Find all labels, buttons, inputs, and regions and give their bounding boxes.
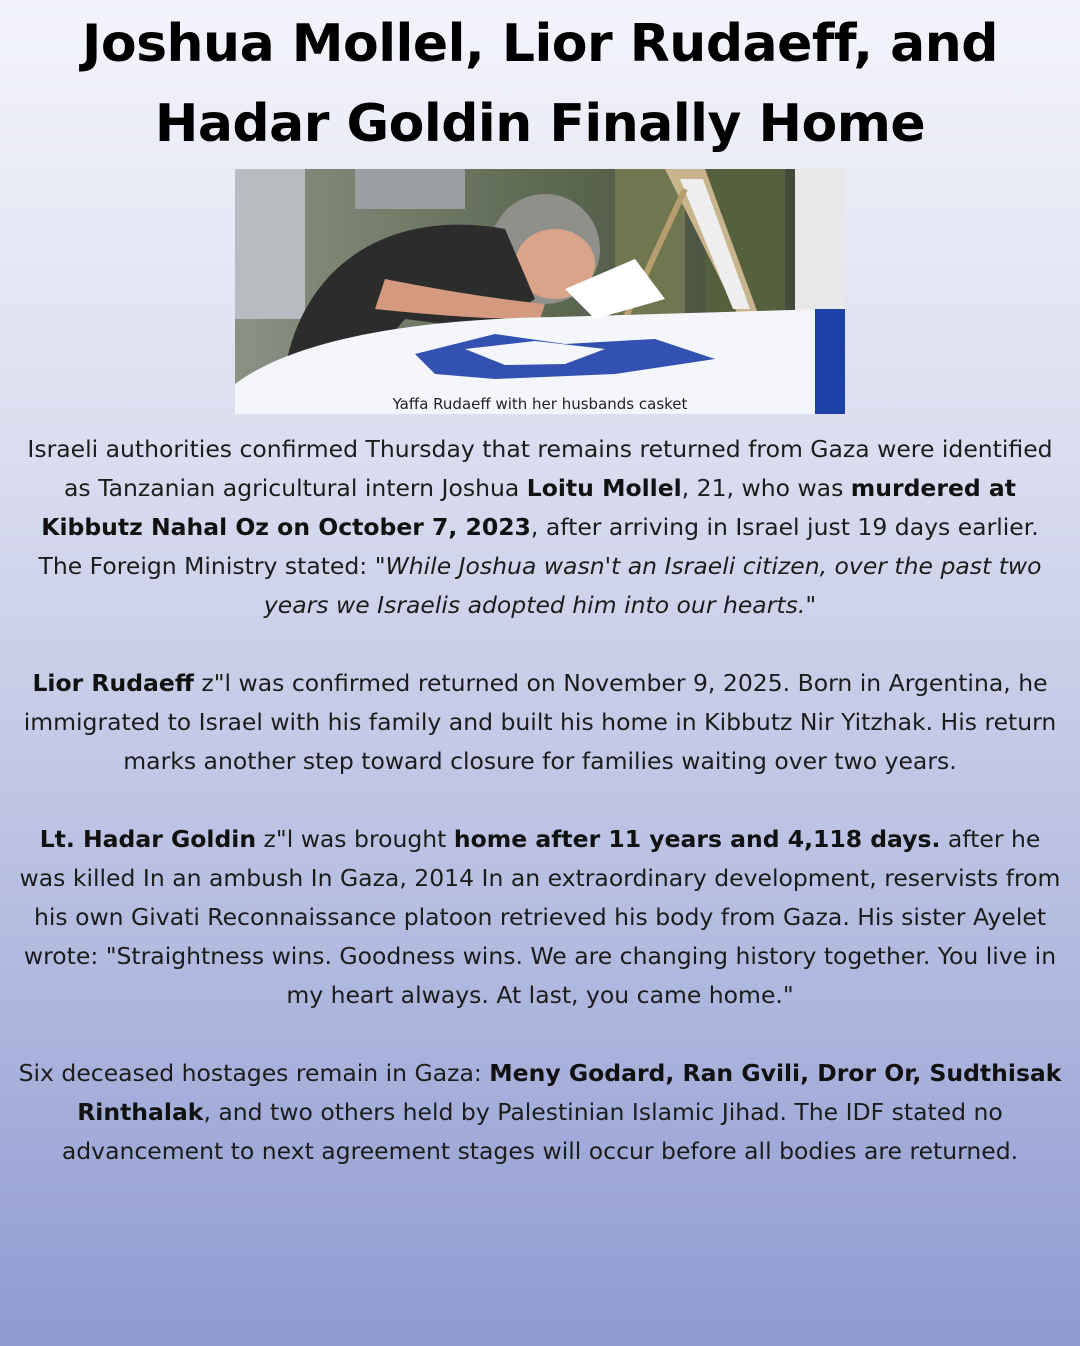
para1-text-1: Israeli authorities confirmed Thursday that remains returned from Gaza were identified as Tanzanian agricultural intern Joshua <box>27 435 1053 502</box>
para1-text-3: , after arriving in Israel just 19 days earlier. The Foreign Ministry stated: " <box>38 513 1039 580</box>
para1-text-4: " <box>805 591 817 619</box>
para3-text-2: after he was killed In an ambush In Gaza, 2014 In an extraordinary development, reservists from his own Givati Reconnaissance platoon retrieved his body from Gaza. His sister Ayelet wrote: "Straightness wins. Goodness wins. We are changing history together. You live in my heart always. At last, you came home." <box>19 825 1061 1009</box>
para2-text-1: z"l was confirmed returned on November 9, 2025. Born in Argentina, he immigrated to Israel with his family and built his home in Kibbutz Nir Yitzhak. His return marks another step toward closure for families waiting over two years. <box>23 669 1057 775</box>
photo-caption: Yaffa Rudaeff with her husbands casket <box>392 395 688 413</box>
headline-line-2: Hadar Goldin Finally Home <box>154 94 926 154</box>
para2-bold-1: Lior Rudaeff <box>32 669 194 697</box>
para3-bold-2: home after 11 years and 4,118 days. <box>453 825 941 853</box>
photo-illustration <box>235 169 845 414</box>
para1-text-2: , 21, who was <box>681 474 851 502</box>
para1-quote: While Joshua wasn't an Israeli citizen, over the past two years we Israelis adopted him into our hearts. <box>263 552 1042 619</box>
paragraph-hadar-goldin <box>18 820 1062 1015</box>
paragraph-lior-rudaeff <box>18 664 1062 781</box>
para4-bold-1: Meny Godard, Ran Gvili, Dror Or, Sudthisak Rinthalak <box>77 1059 1062 1126</box>
para3-bold-1: Lt. Hadar Goldin <box>39 825 257 853</box>
para3-text-1: z"l was brought <box>256 825 454 853</box>
para1-bold-1: Loitu Mollel <box>526 474 682 502</box>
para4-text-2: , and two others held by Palestinian Islamic Jihad. The IDF stated no advancement to next agreement stages will occur before all bodies are returned. <box>61 1098 1019 1165</box>
para4-text-1: Six deceased hostages remain in Gaza: <box>18 1059 490 1087</box>
news-photo <box>235 169 845 414</box>
headline <box>20 4 1060 164</box>
article-body <box>18 430 1062 1210</box>
para1-bold-2: murdered at Kibbutz Nahal Oz on October 7, 2023 <box>41 474 1016 541</box>
paragraph-remaining-hostages <box>18 1054 1062 1171</box>
paragraph-joshua-mollel <box>18 430 1062 625</box>
headline-line-1: Joshua Mollel, Lior Rudaeff, and <box>82 14 998 74</box>
